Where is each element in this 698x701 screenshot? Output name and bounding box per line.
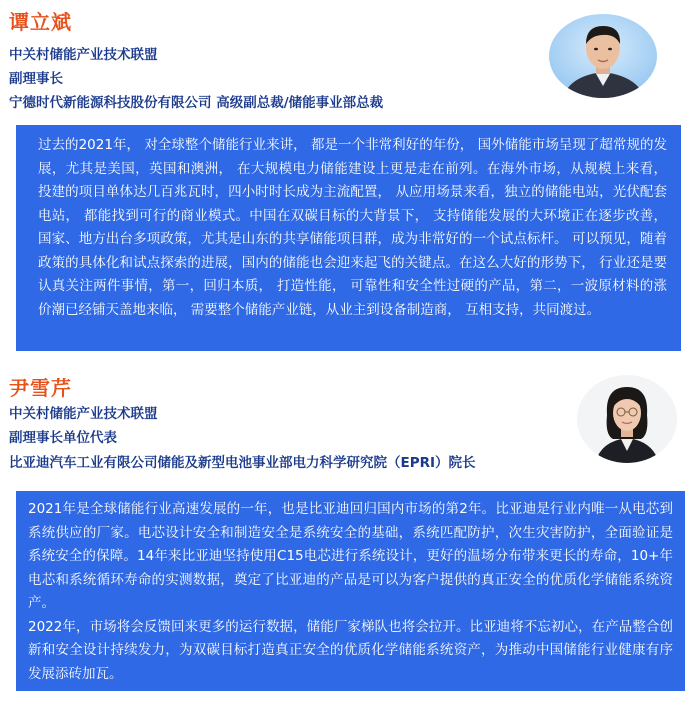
person-title: 副理事长 xyxy=(9,71,63,87)
person-title: 副理事长单位代表 xyxy=(9,430,117,446)
person-company-role: 宁德时代新能源科技股份有限公司 高级副总裁/储能事业部总裁 xyxy=(9,95,384,111)
person-company-role: 比亚迪汽车工业有限公司储能及新型电池事业部电力科学研究院（EPRI）院长 xyxy=(9,455,476,471)
portrait-photo-female xyxy=(577,375,677,463)
person-name: 尹雪芹 xyxy=(9,376,72,400)
quote-paragraph: 过去的2021年， 对全球整个储能行业来讲， 都是一个非常利好的年份， 国外储能市场呈现了超常规的发展，尤其是美国，英国和澳洲， 在大规模电力储能建设上更是走在前列。在海外市场，从规模上来看， 投建的项目单体达几百兆瓦时，四小时时长成为主流配置， 从应用场景来看，独立的储能电站，光伏配套电站， 都能找到可行的商业模式。中国在双碳目标的大背景下， 支持储能发展的大环境正在逐步改善，国家、地方出台多项政策，尤其是山东的共享储能项目群，成为非常好的一个试点标杆。 可以预见，随着政策的具体化和试点探索的进展，国内的储能也会迎来起飞的关键点。在这么大好的形势下， 行业还是要认真关注两件事情，第一，回归本质， 打造性能， 可靠性和安全性过硬的产品，第二，一波原材料的涨价潮已经铺天盖地来临， 需要整个储能产业链，从业主到设备制造商， 互相支持，共同渡过。 xyxy=(38,137,667,318)
profile-yin-xueqin xyxy=(0,358,698,476)
avatar xyxy=(577,375,677,463)
quote-paragraph: 2021年是全球储能行业高速发展的一年，也是比亚迪回归国内市场的第2年。比亚迪是行业内唯一从电芯到系统供应的厂家。电芯设计安全和制造安全是系统安全的基础，系统匹配防护，次生灾害防护，全面验证是系统安全的保障。14年来比亚迪坚持使用C15电芯进行系统设计，更好的温场分布带来更长的寿命，10+年电芯和系统循环寿命的实测数据，奠定了比亚迪的产品是可以为客户提供的真正安全的优质化学储能系统资产。 xyxy=(28,501,673,611)
quote-box-yin-xueqin xyxy=(16,491,685,691)
quote-paragraph: 2022年，市场将会反馈回来更多的运行数据，储能厂家梯队也将会拉开。比亚迪将不忘初心，在产品整合创新和安全设计持续发力，为双碳目标打造真正安全的优质化学储能系统资产，为推动中国储能行业健康有序发展添砖加瓦。 xyxy=(28,618,673,682)
person-name: 谭立斌 xyxy=(9,10,72,34)
portrait-photo-male xyxy=(549,14,657,98)
avatar xyxy=(549,14,657,98)
person-organization: 中关村储能产业技术联盟 xyxy=(9,47,158,63)
profile-tan-libin xyxy=(0,0,698,121)
quote-box-tan-libin xyxy=(16,125,681,351)
person-organization: 中关村储能产业技术联盟 xyxy=(9,406,158,422)
